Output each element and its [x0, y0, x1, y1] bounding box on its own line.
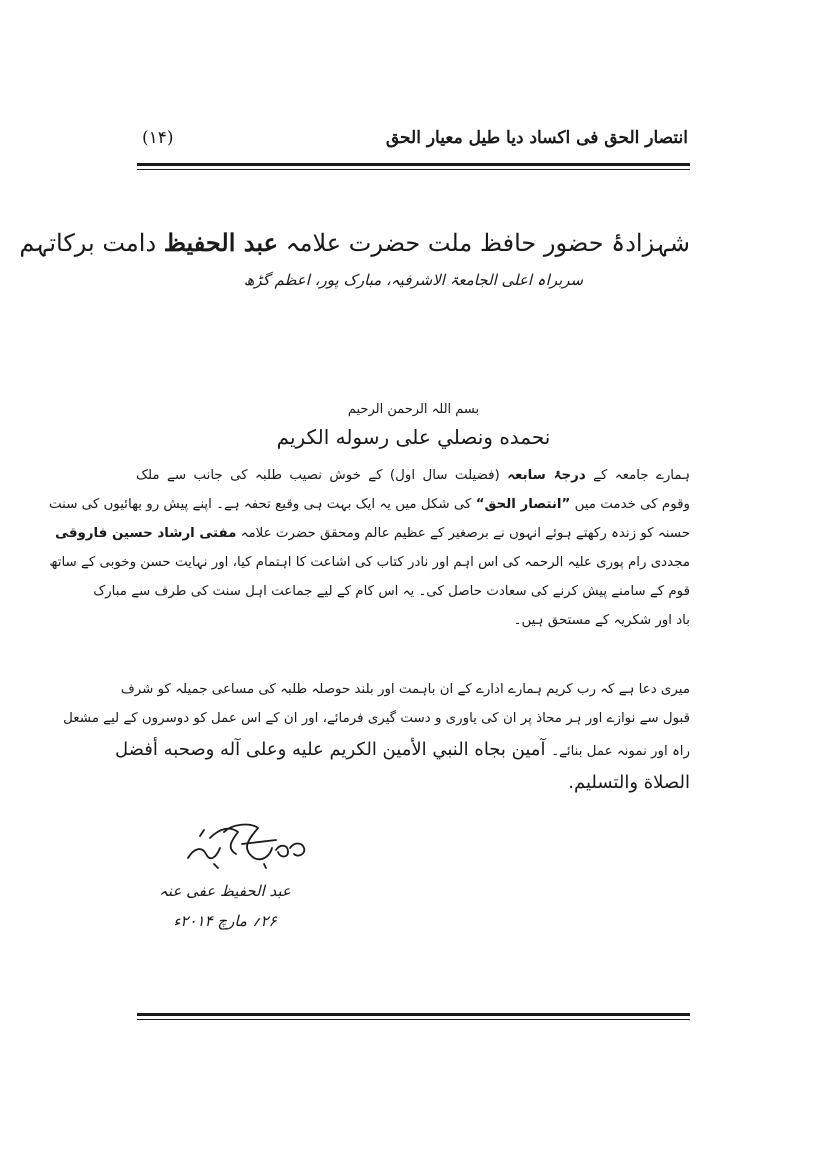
paragraph-1-line [49, 490, 690, 519]
text-run: ہمارے جامعہ کے [593, 468, 690, 483]
handwritten-signature [180, 818, 310, 874]
paragraph-2-line: قبول سے نوازے اور ہر محاذ پر ان کی یاوری و دست گیری فرمائے، اور ان کے اس عمل کو دوسروں کے لیے مشعل [63, 711, 690, 726]
emphasis-text: درجۂ سابعہ [507, 468, 586, 483]
signer-name: عبد الحفیظ عفی عنہ [159, 882, 291, 900]
bismillah: بسم اللہ الرحمن الرحیم [347, 402, 480, 417]
page-number: (۱۴) [142, 128, 174, 148]
author-title [19, 228, 690, 257]
paragraph-2 [63, 675, 690, 799]
header-rule-thick [137, 163, 690, 166]
paragraph-1-line: باد اور شکریہ کے مستحق ہیں۔ [513, 613, 690, 628]
author-title-name: عبد الحفیظ [163, 228, 278, 257]
paragraph-2-line [115, 733, 690, 766]
text-run: راہ اور نمونہ عمل بنائے۔ [551, 744, 690, 759]
text-run: حسنہ کو زندہ رکھتے ہوئے انہوں نے برصغیر کے عظیم عالم ومحقق حضرت علامہ [240, 526, 690, 541]
signature-date: ۲۶؍ مارچ ۲۰۱۴ء [173, 912, 277, 930]
paragraph-1-line: قوم کے سامنے پیش کرنے کی سعادت حاصل کی۔ یہ اس کام کے لیے جماعت اہل سنت کی طرف سے مبارک [93, 584, 690, 599]
text-run: وقوم کی خدمت میں [574, 497, 690, 512]
running-title: انتصار الحق فی اکساد دیا طیل معیار الحق [385, 128, 688, 148]
author-heading [19, 228, 690, 289]
footer-rule-thin [137, 1019, 690, 1020]
text-run: (فضیلت سال اول) کے خوش نصیب طلبہ کی جانب سے ملک [136, 468, 500, 483]
scholar-name: مفتی ارشاد حسین فاروقی [55, 526, 237, 541]
invocation: نحمده ونصلي على رسوله الكريم [276, 425, 551, 449]
paragraph-1 [49, 461, 690, 635]
paragraph-1-line [55, 519, 690, 548]
paragraph-1-line [136, 461, 690, 490]
paragraph-2-line: میری دعا ہے کہ رب کریم ہمارے ادارے کے ان باہمت اور بلند حوصلہ طلبہ کی مساعی جمیلہ کو شرف [120, 682, 690, 697]
footer-rule-thick [137, 1013, 690, 1016]
author-title-suffix: دامت برکاتہم [19, 229, 157, 257]
book-title: ”انتصار الحق“ [475, 497, 571, 512]
arabic-dua: آمين بجاه النبي الأمين الكريم عليه وعلى آله وصحبه أفضل [115, 739, 546, 760]
paragraph-2-line: الصلاة والتسليم. [568, 772, 690, 793]
text-run: کی شکل میں یہ ایک بہت ہی وقیع تحفہ ہے۔ اپنے پیش رو بھائیوں کی سنت [49, 497, 472, 512]
author-subtitle: سربراہ اعلی الجامعۃ الاشرفیہ، مبارک پور، اعظم گڑھ [243, 271, 584, 289]
author-title-prefix: شہزادۂ حضور حافظ ملت حضرت علامہ [285, 229, 690, 257]
header-rule-thin [137, 169, 690, 170]
paragraph-1-line: مجددی رام پوری علیہ الرحمہ کی اس اہم اور نادر کتاب کی اشاعت کا اہتمام کیا، اور نہایت حسن وخوبی کے ساتھ [49, 555, 690, 570]
